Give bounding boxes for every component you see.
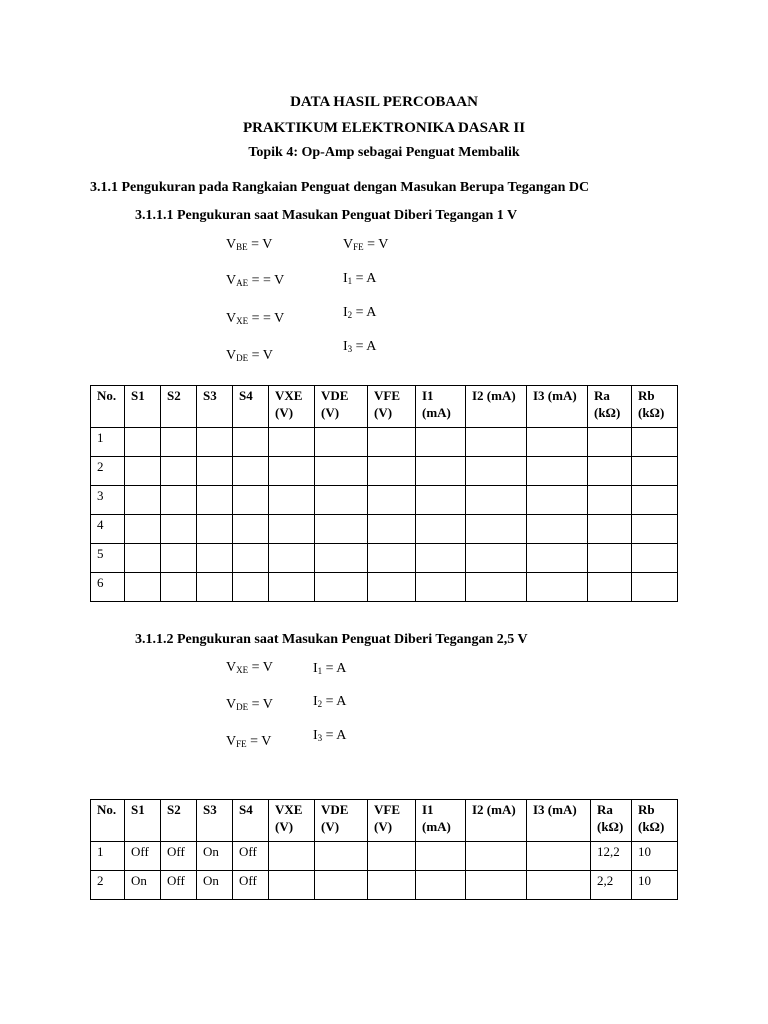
column-header: No.	[91, 386, 125, 428]
table-cell: Off	[161, 842, 197, 871]
table-cell	[632, 544, 678, 573]
column-header: Ra (kΩ)	[588, 386, 632, 428]
table-cell	[315, 573, 368, 602]
column-header: S2	[161, 386, 197, 428]
table-cell	[368, 428, 416, 457]
table-cell	[315, 486, 368, 515]
variable-i3: $I_3 = A$	[343, 339, 377, 354]
section-3112-heading: 3.1.1.2 Pengukuran saat Masukan Penguat Diberi Tegangan 2,5 V	[135, 632, 528, 647]
table-cell	[315, 428, 368, 457]
table-cell	[161, 515, 197, 544]
variable-vfe: $V_{FE} = V$	[226, 734, 272, 749]
table-cell	[416, 486, 466, 515]
table-cell	[527, 842, 591, 871]
table-cell	[466, 871, 527, 900]
table-cell	[269, 457, 315, 486]
table-cell	[315, 544, 368, 573]
table-cell	[588, 573, 632, 602]
table-cell	[466, 457, 527, 486]
table-cell	[125, 457, 161, 486]
table-cell	[233, 515, 269, 544]
column-header: VDE (V)	[315, 800, 368, 842]
column-header: S1	[125, 386, 161, 428]
variable-i2: $I_2 = A$	[313, 694, 347, 709]
table-row	[91, 573, 678, 602]
table-cell	[527, 428, 588, 457]
column-header: I3 (mA)	[527, 800, 591, 842]
table-cell	[161, 544, 197, 573]
table-cell: 2	[91, 871, 125, 900]
variable-vfe: $V_{FE} = V$	[343, 237, 389, 252]
table-cell	[416, 515, 466, 544]
course-title: PRAKTIKUM ELEKTRONIKA DASAR II	[242, 120, 526, 136]
column-header: S3	[197, 800, 233, 842]
column-header: I3 (mA)	[527, 386, 588, 428]
table-cell	[233, 428, 269, 457]
table-cell	[527, 871, 591, 900]
variable-i2: $I_2 = A$	[343, 305, 377, 320]
table-cell: Off	[233, 842, 269, 871]
column-header: Rb (kΩ)	[632, 800, 678, 842]
table-cell	[588, 515, 632, 544]
table-cell	[632, 486, 678, 515]
table-cell	[269, 871, 315, 900]
table-cell	[269, 428, 315, 457]
table-cell	[315, 515, 368, 544]
table-cell: 4	[91, 515, 125, 544]
table-cell	[466, 842, 527, 871]
table-cell	[269, 544, 315, 573]
table-cell	[416, 428, 466, 457]
table-row	[91, 428, 678, 457]
table-cell	[125, 515, 161, 544]
table-cell	[588, 428, 632, 457]
table-cell: 12,2	[591, 842, 632, 871]
table-cell	[161, 573, 197, 602]
section-3111-table	[90, 385, 678, 602]
column-header: VFE (V)	[368, 386, 416, 428]
table-cell	[315, 871, 368, 900]
variable-vae: $V_{AE}$ = = V	[226, 273, 285, 288]
table-cell: On	[197, 842, 233, 871]
variable-i3: $I_3 = A$	[313, 728, 347, 743]
table-cell	[269, 573, 315, 602]
table-cell: Off	[125, 842, 161, 871]
table-cell: 6	[91, 573, 125, 602]
table-cell	[527, 486, 588, 515]
table-cell	[161, 486, 197, 515]
table-cell	[125, 544, 161, 573]
topic-title: Topik 4: Op-Amp sebagai Penguat Membalik	[248, 145, 520, 160]
table-cell	[269, 515, 315, 544]
table-cell	[125, 573, 161, 602]
table-cell	[416, 573, 466, 602]
table-cell	[588, 457, 632, 486]
table-cell	[233, 486, 269, 515]
table-cell	[416, 457, 466, 486]
table-cell: 1	[91, 842, 125, 871]
table-row	[91, 842, 678, 871]
column-header: VXE (V)	[269, 386, 315, 428]
table-cell: 5	[91, 544, 125, 573]
column-header: I2 (mA)	[466, 386, 527, 428]
table-row	[91, 544, 678, 573]
variable-vde: $V_{DE} = V$	[226, 697, 273, 712]
table-cell	[368, 457, 416, 486]
column-header: I1 (mA)	[416, 386, 466, 428]
table-cell	[368, 544, 416, 573]
section-3112-table	[90, 799, 678, 900]
table-cell: 10	[632, 871, 678, 900]
table-cell	[233, 457, 269, 486]
column-header: VDE (V)	[315, 386, 368, 428]
table-cell	[368, 842, 416, 871]
table-cell	[416, 544, 466, 573]
table-cell	[527, 515, 588, 544]
table-cell	[368, 573, 416, 602]
table-cell	[527, 573, 588, 602]
table-cell	[368, 486, 416, 515]
table-cell	[368, 871, 416, 900]
table-cell	[632, 428, 678, 457]
table-cell	[466, 544, 527, 573]
variable-i1: $I_1 = A$	[343, 271, 377, 286]
document-title: DATA HASIL PERCOBAAN	[290, 94, 478, 110]
column-header: No.	[91, 800, 125, 842]
column-header: I2 (mA)	[466, 800, 527, 842]
column-header: S3	[197, 386, 233, 428]
table-header-row	[91, 800, 678, 842]
column-header: S2	[161, 800, 197, 842]
table-cell	[588, 544, 632, 573]
variable-vxe: $V_{XE} = V$	[226, 660, 273, 675]
table-cell	[527, 457, 588, 486]
table-cell: 1	[91, 428, 125, 457]
table-cell	[632, 457, 678, 486]
table-cell	[197, 428, 233, 457]
table-cell	[197, 544, 233, 573]
table-cell	[125, 486, 161, 515]
column-header: VFE (V)	[368, 800, 416, 842]
table-cell	[466, 486, 527, 515]
table-header-row	[91, 386, 678, 428]
section-311-heading: 3.1.1 Pengukuran pada Rangkaian Penguat dengan Masukan Berupa Tegangan DC	[90, 180, 590, 195]
table-cell	[416, 842, 466, 871]
table-cell	[416, 871, 466, 900]
column-header: S4	[233, 386, 269, 428]
table-row	[91, 457, 678, 486]
table-row	[91, 871, 678, 900]
variable-vbe: $V_{BE} = V$	[226, 237, 273, 252]
column-header: VXE (V)	[269, 800, 315, 842]
table-cell: Off	[161, 871, 197, 900]
table-cell	[368, 515, 416, 544]
table-cell	[632, 573, 678, 602]
table-cell: Off	[233, 871, 269, 900]
table-cell: On	[125, 871, 161, 900]
section-3111-heading: 3.1.1.1 Pengukuran saat Masukan Penguat Diberi Tegangan 1 V	[135, 208, 518, 223]
variable-i1: $I_1 = A$	[313, 661, 347, 676]
table-cell	[161, 457, 197, 486]
table-row	[91, 515, 678, 544]
column-header: Rb (kΩ)	[632, 386, 678, 428]
table-cell	[233, 573, 269, 602]
table-cell	[197, 573, 233, 602]
table-cell	[197, 486, 233, 515]
table-cell	[466, 428, 527, 457]
table-cell: 2	[91, 457, 125, 486]
table-cell: 2,2	[591, 871, 632, 900]
table-cell	[588, 486, 632, 515]
table-cell	[161, 428, 197, 457]
table-cell	[315, 842, 368, 871]
table-cell	[197, 515, 233, 544]
table-cell	[527, 544, 588, 573]
table-cell	[269, 486, 315, 515]
table-cell: 10	[632, 842, 678, 871]
table-cell	[125, 428, 161, 457]
table-cell	[197, 457, 233, 486]
variable-vxe: $V_{XE}$ = = V	[226, 311, 285, 326]
column-header: S1	[125, 800, 161, 842]
table-row	[91, 486, 678, 515]
column-header: I1 (mA)	[416, 800, 466, 842]
table-cell	[632, 515, 678, 544]
table-cell	[269, 842, 315, 871]
table-cell: 3	[91, 486, 125, 515]
table-cell	[315, 457, 368, 486]
table-cell	[466, 515, 527, 544]
column-header: Ra (kΩ)	[591, 800, 632, 842]
table-cell	[466, 573, 527, 602]
table-cell: On	[197, 871, 233, 900]
table-cell	[233, 544, 269, 573]
variable-vde: $V_{DE} = V$	[226, 348, 273, 363]
column-header: S4	[233, 800, 269, 842]
